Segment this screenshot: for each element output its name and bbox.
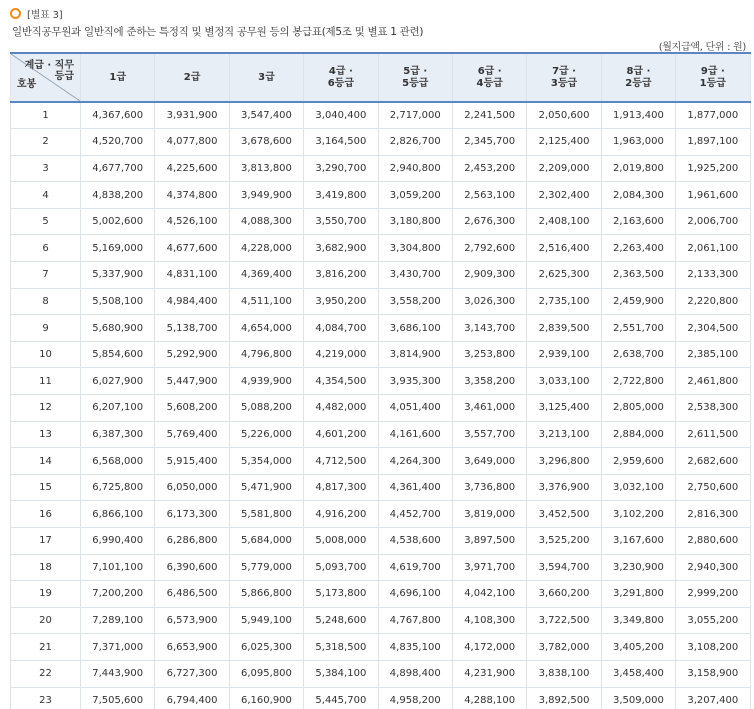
salary-cell: 6,207,100 (81, 395, 155, 422)
column-header (452, 53, 526, 102)
column-header-line2: 2등급 (625, 77, 652, 89)
salary-cell: 2,263,400 (601, 235, 675, 262)
salary-cell: 4,051,400 (378, 395, 452, 422)
salary-cell: 2,363,500 (601, 262, 675, 289)
salary-cell: 4,264,300 (378, 448, 452, 475)
salary-cell: 6,568,000 (81, 448, 155, 475)
column-header (527, 53, 601, 102)
salary-cell: 6,866,100 (81, 501, 155, 528)
step-cell: 1 (11, 102, 81, 129)
salary-cell: 2,638,700 (601, 341, 675, 368)
salary-cell: 6,387,300 (81, 421, 155, 448)
step-cell: 16 (11, 501, 81, 528)
step-cell: 10 (11, 341, 81, 368)
table-row (11, 607, 751, 634)
step-cell: 2 (11, 129, 81, 156)
salary-cell: 4,767,800 (378, 607, 452, 634)
column-header-line1: 4급 · (328, 65, 353, 77)
column-header (81, 53, 155, 102)
salary-cell: 6,990,400 (81, 528, 155, 555)
salary-cell: 4,161,600 (378, 421, 452, 448)
salary-cell: 6,027,900 (81, 368, 155, 395)
salary-cell: 6,794,400 (155, 687, 229, 709)
table-row (11, 634, 751, 661)
salary-cell: 5,173,800 (304, 581, 378, 608)
column-header-line2: 1등급 (699, 77, 726, 89)
table-row (11, 262, 751, 289)
table-row (11, 288, 751, 315)
salary-cell: 2,061,100 (676, 235, 750, 262)
step-cell: 12 (11, 395, 81, 422)
step-cell: 18 (11, 554, 81, 581)
salary-cell: 5,088,200 (229, 395, 303, 422)
salary-cell: 2,019,800 (601, 155, 675, 182)
salary-cell: 3,461,000 (452, 395, 526, 422)
salary-cell: 2,551,700 (601, 315, 675, 342)
column-header-line2: 5등급 (402, 77, 429, 89)
step-cell: 20 (11, 607, 81, 634)
salary-cell: 7,200,200 (81, 581, 155, 608)
column-header-line1: 7급 · (552, 65, 576, 77)
table-row (11, 368, 751, 395)
table-row (11, 501, 751, 528)
table-row (11, 554, 751, 581)
salary-cell: 4,601,200 (304, 421, 378, 448)
salary-cell: 5,608,200 (155, 395, 229, 422)
column-header-line2: 4등급 (476, 77, 503, 89)
step-cell: 7 (11, 262, 81, 289)
salary-cell: 2,625,300 (527, 262, 601, 289)
table-row (11, 129, 751, 156)
salary-cell: 2,209,000 (527, 155, 601, 182)
salary-cell: 3,055,200 (676, 607, 750, 634)
salary-cell: 5,581,800 (229, 501, 303, 528)
salary-cell: 4,452,700 (378, 501, 452, 528)
salary-cell: 6,025,300 (229, 634, 303, 661)
salary-cell: 2,163,600 (601, 208, 675, 235)
salary-cell: 3,547,400 (229, 102, 303, 129)
salary-cell: 3,167,600 (601, 528, 675, 555)
salary-cell: 3,678,600 (229, 129, 303, 156)
salary-cell: 5,008,000 (304, 528, 378, 555)
salary-cell: 6,095,800 (229, 660, 303, 687)
column-header (155, 53, 229, 102)
salary-cell: 6,173,300 (155, 501, 229, 528)
column-header (378, 53, 452, 102)
table-row (11, 421, 751, 448)
salary-cell: 2,792,600 (452, 235, 526, 262)
salary-cell: 3,059,200 (378, 182, 452, 209)
salary-cell: 5,779,000 (229, 554, 303, 581)
step-cell: 11 (11, 368, 81, 395)
salary-cell: 2,717,000 (378, 102, 452, 129)
column-header-line2: 6등급 (327, 77, 354, 89)
salary-cell: 5,949,100 (229, 607, 303, 634)
salary-cell: 5,318,500 (304, 634, 378, 661)
table-subtitle: 일반직공무원과 일반직에 준하는 특정직 및 별정직 공무원 등의 봉급표(제5조 및 별표 1 관련) (12, 26, 424, 38)
salary-cell: 2,722,800 (601, 368, 675, 395)
salary-cell: 3,291,800 (601, 581, 675, 608)
salary-cell: 1,961,600 (676, 182, 750, 209)
salary-cell: 3,213,100 (527, 421, 601, 448)
column-header (601, 53, 675, 102)
step-cell: 9 (11, 315, 81, 342)
salary-cell: 2,050,600 (527, 102, 601, 129)
step-cell: 23 (11, 687, 81, 709)
salary-cell: 3,358,200 (452, 368, 526, 395)
step-cell: 19 (11, 581, 81, 608)
salary-cell: 3,931,900 (155, 102, 229, 129)
salary-cell: 2,516,400 (527, 235, 601, 262)
step-cell: 22 (11, 660, 81, 687)
table-row (11, 448, 751, 475)
salary-cell: 2,006,700 (676, 208, 750, 235)
salary-cell: 4,984,400 (155, 288, 229, 315)
salary-cell: 3,594,700 (527, 554, 601, 581)
salary-cell: 1,925,200 (676, 155, 750, 182)
salary-cell: 5,226,000 (229, 421, 303, 448)
salary-cell: 5,447,900 (155, 368, 229, 395)
unit-note: (월지급액, 단위 : 원) (658, 42, 746, 53)
salary-cell: 2,676,300 (452, 208, 526, 235)
table-row (11, 395, 751, 422)
table-row (11, 155, 751, 182)
salary-cell: 4,939,900 (229, 368, 303, 395)
salary-cell: 5,445,700 (304, 687, 378, 709)
salary-cell: 5,684,000 (229, 528, 303, 555)
salary-cell: 5,508,100 (81, 288, 155, 315)
salary-cell: 4,084,700 (304, 315, 378, 342)
salary-cell: 3,180,800 (378, 208, 452, 235)
salary-cell: 2,939,100 (527, 341, 601, 368)
salary-cell: 1,913,400 (601, 102, 675, 129)
salary-cell: 2,884,000 (601, 421, 675, 448)
salary-cell: 2,220,800 (676, 288, 750, 315)
salary-cell: 3,813,800 (229, 155, 303, 182)
salary-cell: 3,819,000 (452, 501, 526, 528)
column-header (304, 53, 378, 102)
step-cell: 3 (11, 155, 81, 182)
salary-cell: 3,525,200 (527, 528, 601, 555)
salary-cell: 4,619,700 (378, 554, 452, 581)
salary-cell: 2,538,300 (676, 395, 750, 422)
salary-cell: 3,782,000 (527, 634, 601, 661)
salary-cell: 3,376,900 (527, 474, 601, 501)
step-cell: 21 (11, 634, 81, 661)
salary-cell: 3,102,200 (601, 501, 675, 528)
column-header-line2: 3등급 (550, 77, 578, 89)
circle-bullet-icon (10, 8, 21, 19)
salary-cell: 4,898,400 (378, 660, 452, 687)
salary-cell: 7,443,900 (81, 660, 155, 687)
table-row (11, 341, 751, 368)
salary-cell: 4,831,100 (155, 262, 229, 289)
salary-cell: 4,677,700 (81, 155, 155, 182)
salary-cell: 3,143,700 (452, 315, 526, 342)
salary-cell: 6,390,600 (155, 554, 229, 581)
salary-cell: 4,172,000 (452, 634, 526, 661)
salary-cell: 5,769,400 (155, 421, 229, 448)
salary-cell: 4,088,300 (229, 208, 303, 235)
salary-cell: 3,419,800 (304, 182, 378, 209)
pay-scale-table (10, 52, 751, 709)
salary-cell: 1,897,100 (676, 129, 750, 156)
salary-cell: 4,482,000 (304, 395, 378, 422)
salary-cell: 4,817,300 (304, 474, 378, 501)
salary-cell: 2,805,000 (601, 395, 675, 422)
salary-cell: 5,248,600 (304, 607, 378, 634)
salary-cell: 3,892,500 (527, 687, 601, 709)
table-row (11, 235, 751, 262)
salary-cell: 3,032,100 (601, 474, 675, 501)
table-row (11, 528, 751, 555)
salary-cell: 4,654,000 (229, 315, 303, 342)
salary-cell: 2,839,500 (527, 315, 601, 342)
salary-cell: 3,550,700 (304, 208, 378, 235)
salary-cell: 7,101,100 (81, 554, 155, 581)
salary-cell: 3,296,800 (527, 448, 601, 475)
salary-cell: 6,160,900 (229, 687, 303, 709)
salary-cell: 4,361,400 (378, 474, 452, 501)
salary-cell: 4,354,500 (304, 368, 378, 395)
salary-cell: 2,345,700 (452, 129, 526, 156)
table-row (11, 315, 751, 342)
salary-cell: 3,125,400 (527, 395, 601, 422)
salary-cell: 2,880,600 (676, 528, 750, 555)
salary-cell: 4,374,800 (155, 182, 229, 209)
salary-cell: 5,680,900 (81, 315, 155, 342)
salary-cell: 4,677,600 (155, 235, 229, 262)
salary-cell: 6,573,900 (155, 607, 229, 634)
salary-cell: 4,225,600 (155, 155, 229, 182)
salary-cell: 4,696,100 (378, 581, 452, 608)
step-cell: 4 (11, 182, 81, 209)
salary-cell: 2,408,100 (527, 208, 601, 235)
salary-cell: 3,557,700 (452, 421, 526, 448)
salary-cell: 5,093,700 (304, 554, 378, 581)
salary-cell: 3,304,800 (378, 235, 452, 262)
column-header (676, 53, 750, 102)
salary-cell: 3,033,100 (527, 368, 601, 395)
salary-cell: 5,471,900 (229, 474, 303, 501)
salary-cell: 3,722,500 (527, 607, 601, 634)
salary-cell: 5,384,100 (304, 660, 378, 687)
column-header-line1: 2급 (183, 71, 201, 83)
column-header-line1: 5급 · (403, 65, 428, 77)
header-row (11, 53, 751, 102)
table-label: [별표 3] (27, 9, 63, 21)
salary-cell: 5,337,900 (81, 262, 155, 289)
salary-cell: 4,219,000 (304, 341, 378, 368)
salary-cell: 4,835,100 (378, 634, 452, 661)
column-header-line1: 6급 · (477, 65, 502, 77)
step-cell: 17 (11, 528, 81, 555)
salary-cell: 4,520,700 (81, 129, 155, 156)
salary-cell: 3,814,900 (378, 341, 452, 368)
column-header-line1: 3급 (258, 71, 275, 83)
salary-cell: 4,838,200 (81, 182, 155, 209)
salary-cell: 4,228,000 (229, 235, 303, 262)
salary-cell: 2,133,300 (676, 262, 750, 289)
table-row (11, 474, 751, 501)
salary-cell: 5,915,400 (155, 448, 229, 475)
salary-cell: 2,999,200 (676, 581, 750, 608)
salary-cell: 6,653,900 (155, 634, 229, 661)
salary-cell: 2,682,600 (676, 448, 750, 475)
salary-cell: 3,897,500 (452, 528, 526, 555)
salary-cell: 3,349,800 (601, 607, 675, 634)
salary-cell: 2,304,500 (676, 315, 750, 342)
salary-cell: 5,169,000 (81, 235, 155, 262)
salary-cell: 6,727,300 (155, 660, 229, 687)
salary-cell: 2,959,600 (601, 448, 675, 475)
salary-cell: 6,050,000 (155, 474, 229, 501)
salary-cell: 2,816,300 (676, 501, 750, 528)
rank-grade-label-line2: 등급 (54, 71, 74, 82)
salary-cell: 3,158,900 (676, 660, 750, 687)
salary-cell: 2,909,300 (452, 262, 526, 289)
column-header-line1: 1급 (109, 71, 126, 83)
salary-cell: 2,940,300 (676, 554, 750, 581)
corner-header-cell (11, 53, 81, 102)
salary-cell: 3,558,200 (378, 288, 452, 315)
table-label-row (10, 6, 750, 20)
salary-cell: 2,459,900 (601, 288, 675, 315)
salary-cell: 2,735,100 (527, 288, 601, 315)
table-row (11, 182, 751, 209)
salary-cell: 4,796,800 (229, 341, 303, 368)
salary-cell: 2,563,100 (452, 182, 526, 209)
salary-cell: 3,164,500 (304, 129, 378, 156)
salary-cell: 3,458,400 (601, 660, 675, 687)
step-label: 호봉 (17, 79, 37, 90)
salary-cell: 5,138,700 (155, 315, 229, 342)
salary-cell: 5,292,900 (155, 341, 229, 368)
step-cell: 8 (11, 288, 81, 315)
table-row (11, 208, 751, 235)
salary-cell: 2,750,600 (676, 474, 750, 501)
salary-cell: 6,725,800 (81, 474, 155, 501)
table-row (11, 102, 751, 129)
salary-cell: 2,241,500 (452, 102, 526, 129)
salary-cell: 3,949,900 (229, 182, 303, 209)
salary-cell: 3,430,700 (378, 262, 452, 289)
salary-cell: 4,231,900 (452, 660, 526, 687)
table-row (11, 687, 751, 709)
salary-cell: 3,230,900 (601, 554, 675, 581)
step-cell: 13 (11, 421, 81, 448)
document-header (10, 6, 750, 39)
salary-cell: 4,526,100 (155, 208, 229, 235)
salary-cell: 2,940,800 (378, 155, 452, 182)
salary-cell: 7,371,000 (81, 634, 155, 661)
salary-cell: 4,712,500 (304, 448, 378, 475)
step-cell: 14 (11, 448, 81, 475)
salary-cell: 3,660,200 (527, 581, 601, 608)
salary-cell: 2,125,400 (527, 129, 601, 156)
salary-cell: 2,385,100 (676, 341, 750, 368)
salary-cell: 3,207,400 (676, 687, 750, 709)
salary-cell: 2,084,300 (601, 182, 675, 209)
salary-cell: 3,971,700 (452, 554, 526, 581)
salary-cell: 2,453,200 (452, 155, 526, 182)
salary-cell: 5,854,600 (81, 341, 155, 368)
salary-cell: 2,302,400 (527, 182, 601, 209)
salary-cell: 4,369,400 (229, 262, 303, 289)
salary-cell: 5,866,800 (229, 581, 303, 608)
table-body (11, 102, 751, 709)
table-header (11, 53, 751, 102)
salary-cell: 4,042,100 (452, 581, 526, 608)
salary-cell: 3,950,200 (304, 288, 378, 315)
salary-cell: 3,108,200 (676, 634, 750, 661)
salary-cell: 3,026,300 (452, 288, 526, 315)
salary-cell: 4,916,200 (304, 501, 378, 528)
salary-cell: 3,405,200 (601, 634, 675, 661)
salary-cell: 3,736,800 (452, 474, 526, 501)
column-header-line1: 9급 · (700, 65, 725, 77)
salary-cell: 2,611,500 (676, 421, 750, 448)
salary-cell: 3,649,000 (452, 448, 526, 475)
salary-cell: 2,826,700 (378, 129, 452, 156)
salary-cell: 3,935,300 (378, 368, 452, 395)
salary-cell: 7,505,600 (81, 687, 155, 709)
column-header (229, 53, 303, 102)
salary-cell: 3,682,900 (304, 235, 378, 262)
rank-grade-label-line1: 계급 · 직무 (24, 60, 74, 71)
salary-cell: 3,452,500 (527, 501, 601, 528)
salary-cell: 3,686,100 (378, 315, 452, 342)
salary-cell: 4,538,600 (378, 528, 452, 555)
salary-cell: 3,290,700 (304, 155, 378, 182)
salary-cell: 3,509,000 (601, 687, 675, 709)
salary-cell: 5,002,600 (81, 208, 155, 235)
salary-cell: 6,486,500 (155, 581, 229, 608)
salary-cell: 4,511,100 (229, 288, 303, 315)
table-row (11, 660, 751, 687)
salary-cell: 3,040,400 (304, 102, 378, 129)
column-header-line1: 8급 · (626, 65, 651, 77)
salary-cell: 4,288,100 (452, 687, 526, 709)
salary-cell: 7,289,100 (81, 607, 155, 634)
salary-cell: 4,958,200 (378, 687, 452, 709)
salary-cell: 5,354,000 (229, 448, 303, 475)
salary-cell: 6,286,800 (155, 528, 229, 555)
step-cell: 6 (11, 235, 81, 262)
step-cell: 5 (11, 208, 81, 235)
salary-cell: 3,253,800 (452, 341, 526, 368)
salary-cell: 4,077,800 (155, 129, 229, 156)
salary-cell: 4,367,600 (81, 102, 155, 129)
salary-cell: 3,838,100 (527, 660, 601, 687)
salary-cell: 4,108,300 (452, 607, 526, 634)
salary-cell: 3,816,200 (304, 262, 378, 289)
salary-cell: 1,963,000 (601, 129, 675, 156)
table-row (11, 581, 751, 608)
step-cell: 15 (11, 474, 81, 501)
salary-cell: 1,877,000 (676, 102, 750, 129)
salary-cell: 2,461,800 (676, 368, 750, 395)
